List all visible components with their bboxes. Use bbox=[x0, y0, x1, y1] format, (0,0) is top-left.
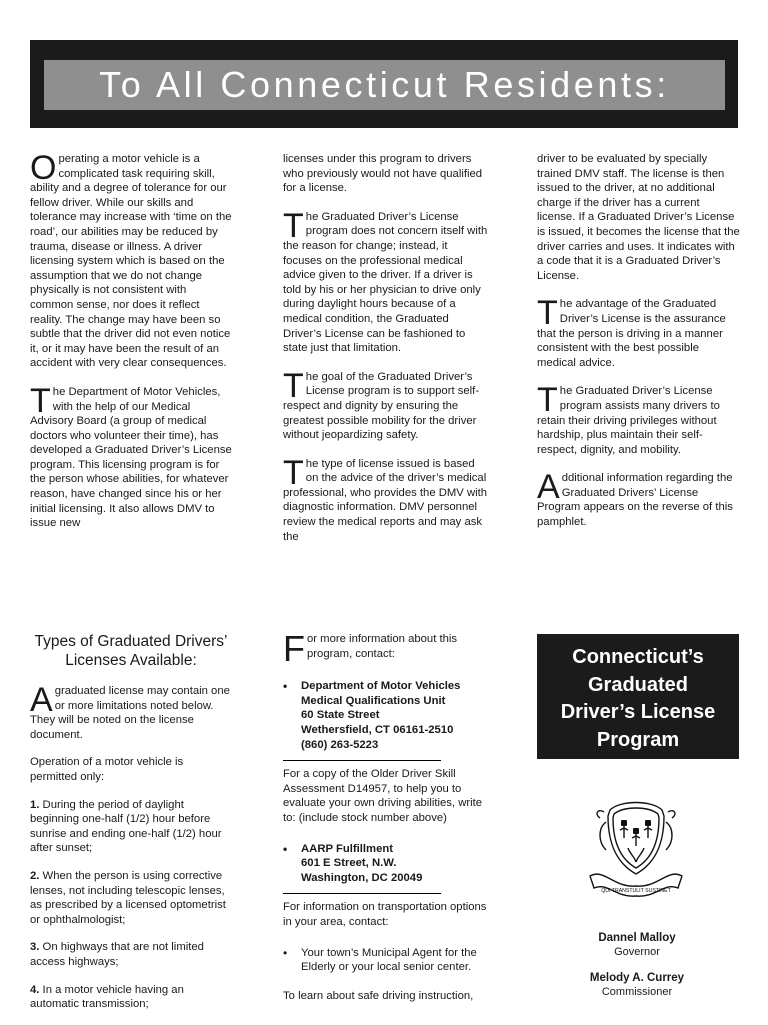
official-name: Dannel Malloy bbox=[598, 932, 676, 944]
paragraph-type: The type of license issued is based on the advice of the driver’s medical professional, who provides the DMV with diagnostic information. DMV personnel review the medical reports and may ask the bbox=[283, 453, 488, 543]
drop-cap: T bbox=[30, 381, 51, 420]
drop-cap: A bbox=[537, 468, 560, 507]
column-2 bbox=[283, 152, 488, 558]
program-title-box: Connecticut’s Graduated Driver’s License Program bbox=[537, 634, 739, 759]
limitation-item: 2. When the person is using corrective lenses, not including telescopic lenses, as prescribed by a licensed optometrist or ophthalmologist; bbox=[30, 869, 226, 926]
official-name: Melody A. Currey bbox=[589, 972, 685, 984]
drop-cap: O bbox=[30, 149, 57, 187]
divider bbox=[283, 893, 441, 894]
safe-driving-text: To learn about safe driving instruction, bbox=[283, 989, 474, 1002]
drop-cap: T bbox=[283, 206, 304, 245]
page-title: To All Connecticut Residents: bbox=[44, 60, 725, 110]
paragraph-assists: The Graduated Driver’s License program assists many drivers to retain their driving privileges without hardship, plus maintain their self-respect, dignity, and mobility. bbox=[537, 381, 720, 456]
paragraph-continued: licenses under this program to drivers who previously would not have qualified for a license. bbox=[283, 153, 483, 195]
license-types-heading: Types of Graduated Drivers’ Licenses Available: bbox=[34, 633, 228, 669]
limitation-item: 1. During the period of daylight beginning one-half (1/2) hour before sunrise and ending one-half (1/2) hour after sunset; bbox=[30, 798, 222, 855]
contact-section bbox=[283, 628, 488, 1017]
paragraph-goal: The goal of the Graduated Driver’s License program is to support self-respect and dignity by ensuring the greatest possible mobility for the driver without jeopardizing safety. bbox=[283, 366, 480, 442]
paragraph-intro: Operating a motor vehicle is a complicated task requiring skill, ability and a degree of tolerance for our fellow driver. While our skills and tolerance may increase with ‘time on the road’, our abilities may be reduced by trauma, disease or illness. A driver licensing system which is based on the assumption that we do not change physically is not consistent with common sense, nor does it reflect reality. The change may have been so subtle that the driver did not even notice it, or it may have been the result of an accident with very clear consequences. bbox=[30, 149, 232, 370]
municipal-agent: • Your town’s Municipal Agent for the Elderly or your local senior center. bbox=[283, 946, 488, 975]
official-governor bbox=[540, 931, 734, 959]
drop-cap: T bbox=[537, 294, 558, 333]
skill-assessment-text: For a copy of the Older Driver Skill Assessment D14957, to help you to evaluate your own driving abilities, write to: (include stock number above) bbox=[283, 768, 483, 824]
paragraph-concern: The Graduated Driver’s License program does not concern itself with the reason for change; instead, it focuses on the professional medical advice given to the driver. If a driver is told by his or her physician to drive only during daylight hours because of a medical condition, the Graduated Driver’s License can be fashioned to state just that limitation. bbox=[283, 206, 488, 355]
dmv-address: • Department of Motor Vehicles Medical Qualifications Unit 60 State Street Wethersfield, CT 06161-2510 (860) 263-5223 bbox=[283, 679, 488, 752]
drop-cap: F bbox=[283, 628, 305, 669]
aarp-address: • AARP Fulfillment 601 E Street, N.W. Washington, DC 20049 bbox=[283, 842, 488, 886]
paragraph-dmv: The Department of Motor Vehicles, with the help of our Medical Advisory Board (a group of medical doctors who volunteer their time), has developed a Graduated Driver’s License program. This licensing program is for the person whose abilities, for whatever reason, have changed since his or her initial licensing. It also allows DMV to issue new bbox=[30, 381, 232, 530]
column-3 bbox=[537, 152, 741, 544]
divider bbox=[283, 760, 441, 761]
license-types-section bbox=[30, 632, 232, 1025]
official-title: Commissioner bbox=[601, 986, 673, 998]
limitation-item: 4. In a motor vehicle having an automatic transmission; bbox=[30, 983, 184, 1011]
limitation-item: 3. On highways that are not limited access highways; bbox=[30, 941, 204, 968]
drop-cap: T bbox=[283, 453, 304, 492]
transportation-text: For information on transportation options in your area, contact: bbox=[283, 901, 487, 928]
drop-cap: T bbox=[283, 366, 304, 405]
license-types-intro: A graduated license may contain one or more limitations noted below. They will be noted on the license document. bbox=[30, 681, 230, 741]
paragraph-additional: Additional information regarding the Graduated Drivers’ License Program appears on the reverse of this pamphlet. bbox=[537, 468, 733, 529]
contact-intro: For more information about this program, contact: bbox=[283, 628, 458, 669]
state-seal-icon bbox=[584, 798, 688, 902]
paragraph-evaluation: driver to be evaluated by specially trained DMV staff. The license is then issued to the driver, at no additional charge if the driver has a current license. If a Graduated Driver’s License is issued, it becomes the license that the driver carries and uses. It indicates with a code that it is a Graduated Driver’s License. bbox=[537, 153, 740, 282]
official-commissioner bbox=[540, 971, 734, 999]
operation-text: Operation of a motor vehicle is permitted only: bbox=[30, 756, 184, 783]
paragraph-advantage: The advantage of the Graduated Driver’s License is the assurance that the person is driving in a manner consistent with the best possible medical advice. bbox=[537, 294, 726, 369]
svg-text:QUI TRANSTULIT SUSTINET: QUI TRANSTULIT SUSTINET bbox=[601, 888, 671, 894]
column-1 bbox=[30, 149, 232, 545]
drop-cap: A bbox=[30, 681, 53, 719]
official-title: Governor bbox=[614, 946, 660, 958]
header-banner bbox=[30, 40, 738, 128]
drop-cap: T bbox=[537, 381, 558, 420]
